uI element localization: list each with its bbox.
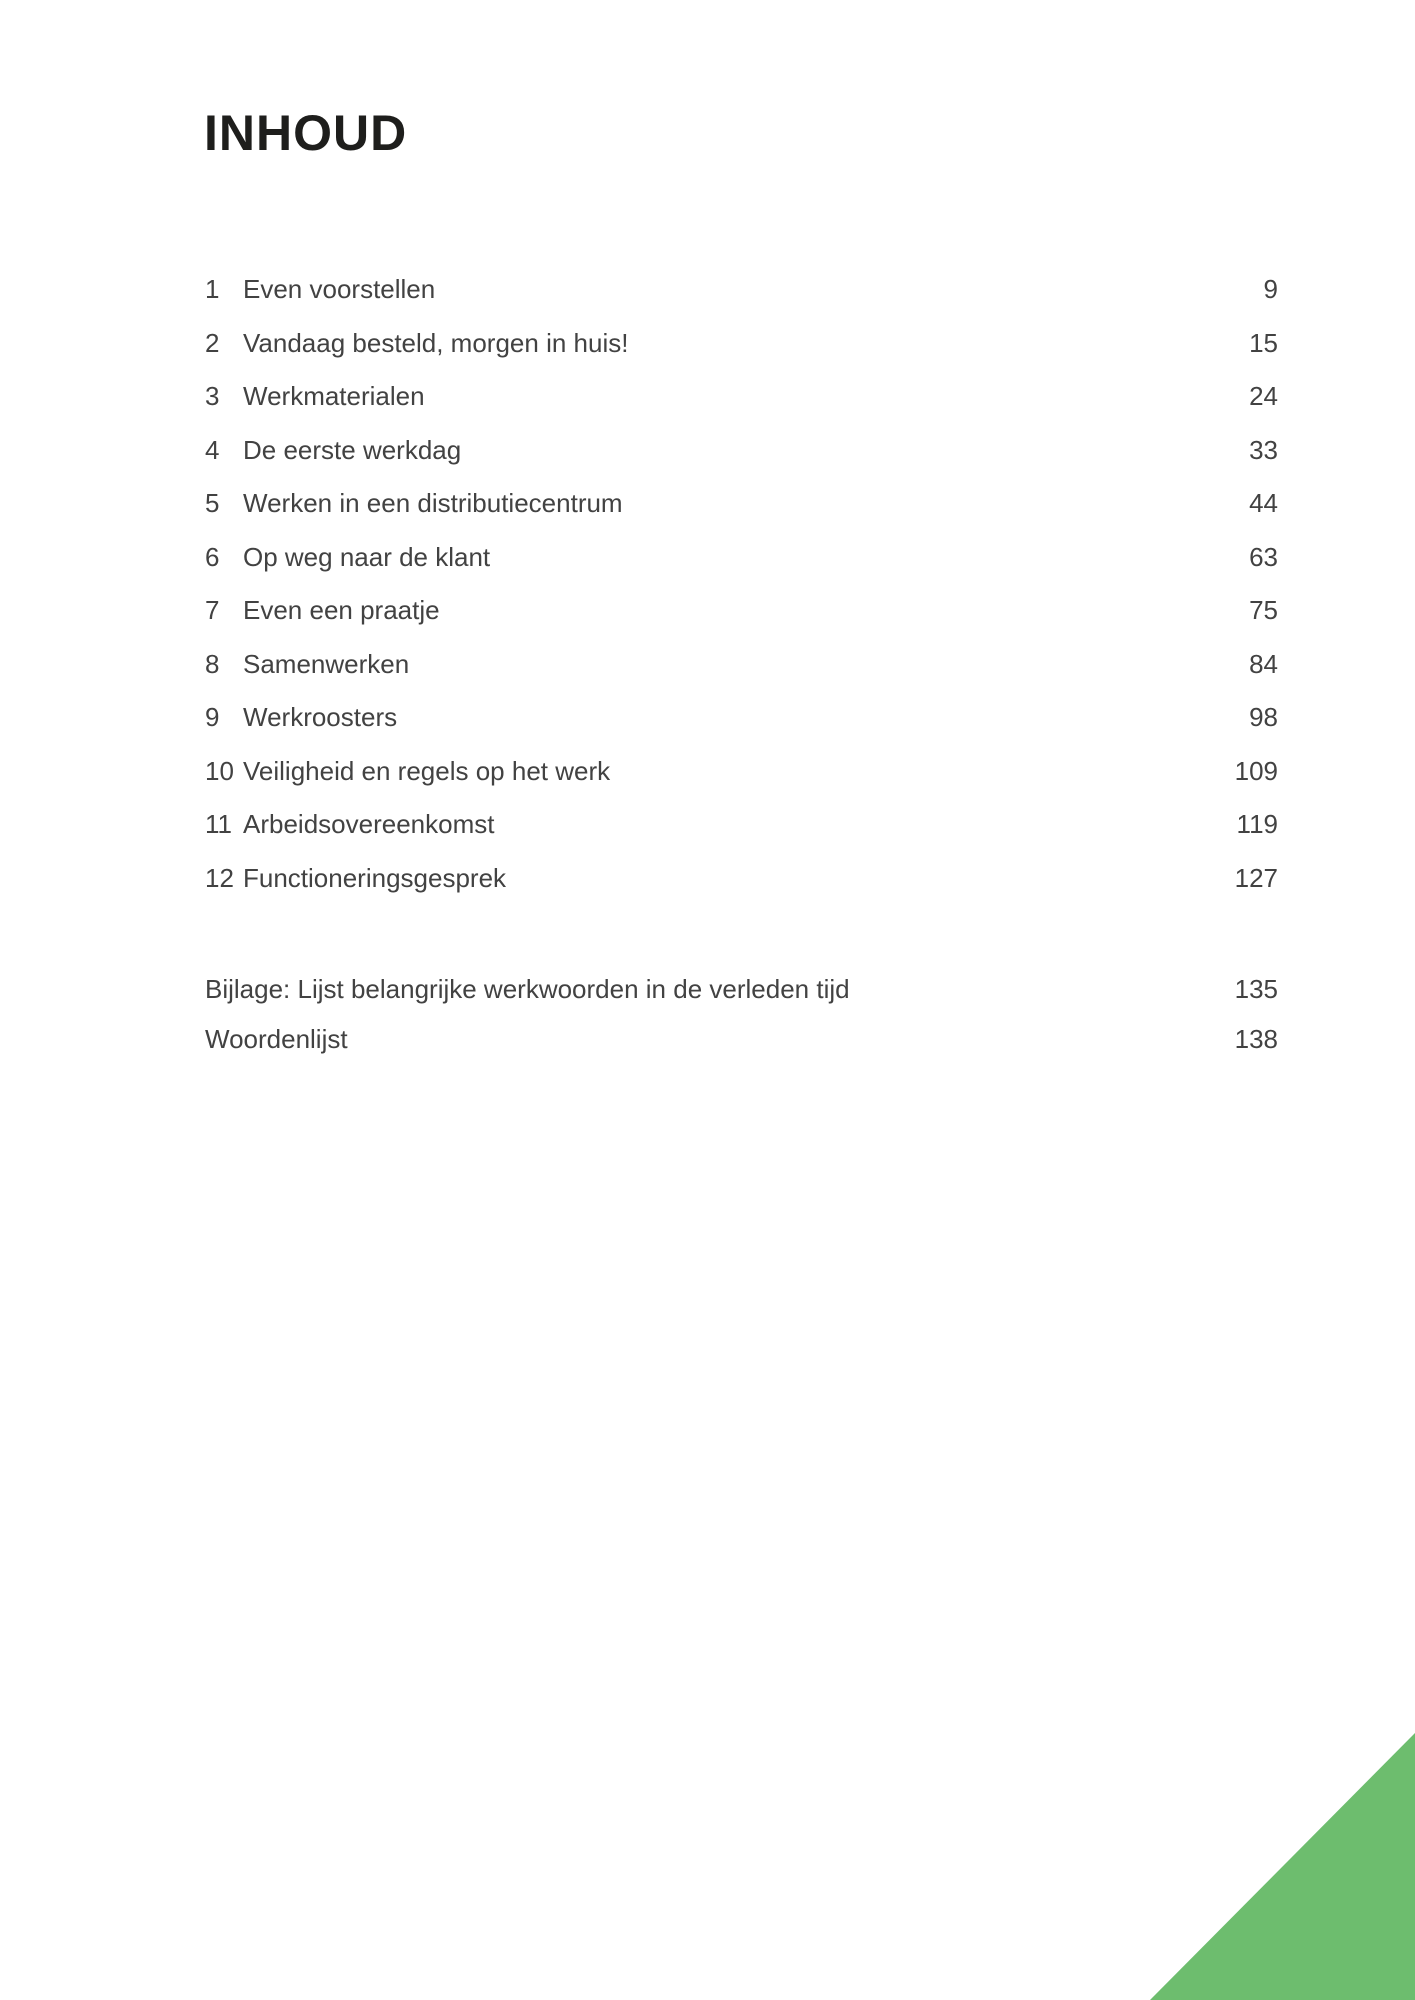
- chapter-page-number: 9: [1263, 274, 1278, 305]
- chapter-number: 6: [205, 541, 220, 572]
- chapter-page-number: 98: [1249, 702, 1278, 733]
- toc-list: [205, 263, 1278, 905]
- toc-row: [205, 370, 1278, 424]
- toc-extras: [205, 964, 1278, 1064]
- toc-row: [205, 477, 1278, 531]
- chapter-page-number: 127: [1234, 862, 1278, 893]
- chapter-page-number: 33: [1249, 434, 1278, 465]
- page-title: INHOUD: [204, 105, 408, 161]
- chapter-number: 2: [205, 327, 220, 358]
- chapter-number: 5: [205, 488, 220, 519]
- chapter-title: Werkroosters: [243, 702, 398, 733]
- chapter-page-number: 84: [1249, 648, 1278, 679]
- chapter-number: 1: [205, 274, 220, 305]
- chapter-number: 3: [205, 381, 220, 412]
- chapter-title: Even voorstellen: [243, 274, 436, 305]
- toc-row: [205, 531, 1278, 585]
- corner-triangle-decoration: [1150, 1733, 1415, 2000]
- toc-row: [205, 317, 1278, 371]
- toc-row: [205, 584, 1278, 638]
- chapter-page-number: 24: [1249, 381, 1278, 412]
- toc-row: [205, 798, 1278, 852]
- chapter-page-number: 75: [1249, 595, 1278, 626]
- extra-page-number: 135: [1234, 973, 1278, 1004]
- chapter-number: 12: [205, 862, 234, 893]
- extra-title: Bijlage: Lijst belangrijke werkwoorden in de verleden tijd: [205, 973, 850, 1004]
- chapter-title: Werken in een distributiecentrum: [243, 488, 623, 519]
- chapter-title: De eerste werkdag: [243, 434, 462, 465]
- chapter-title: Even een praatje: [243, 595, 440, 626]
- chapter-number: 7: [205, 595, 220, 626]
- chapter-page-number: 63: [1249, 541, 1278, 572]
- toc-row: [205, 263, 1278, 317]
- chapter-page-number: 44: [1249, 488, 1278, 519]
- toc-row: [205, 424, 1278, 478]
- chapter-number: 8: [205, 648, 220, 679]
- toc-row: [205, 638, 1278, 692]
- toc-row: [205, 691, 1278, 745]
- chapter-number: 4: [205, 434, 220, 465]
- chapter-number: 10: [205, 755, 234, 786]
- chapter-page-number: 109: [1234, 755, 1278, 786]
- extra-page-number: 138: [1234, 1023, 1278, 1054]
- chapter-title: Op weg naar de klant: [243, 541, 491, 572]
- toc-extra-row: [205, 964, 1278, 1014]
- chapter-number: 9: [205, 702, 220, 733]
- chapter-title: Werkmaterialen: [243, 381, 425, 412]
- chapter-title: Samenwerken: [243, 648, 410, 679]
- chapter-title: Vandaag besteld, morgen in huis!: [243, 327, 629, 358]
- chapter-title: Veiligheid en regels op het werk: [243, 755, 611, 786]
- toc-extra-row: [205, 1014, 1278, 1064]
- toc-row: [205, 852, 1278, 906]
- chapter-title: Arbeidsovereenkomst: [243, 809, 495, 840]
- chapter-number: 11: [205, 809, 232, 840]
- extra-title: Woordenlijst: [205, 1023, 348, 1054]
- chapter-page-number: 119: [1236, 809, 1278, 840]
- chapter-title: Functioneringsgesprek: [243, 862, 507, 893]
- toc-row: [205, 745, 1278, 799]
- chapter-page-number: 15: [1249, 327, 1278, 358]
